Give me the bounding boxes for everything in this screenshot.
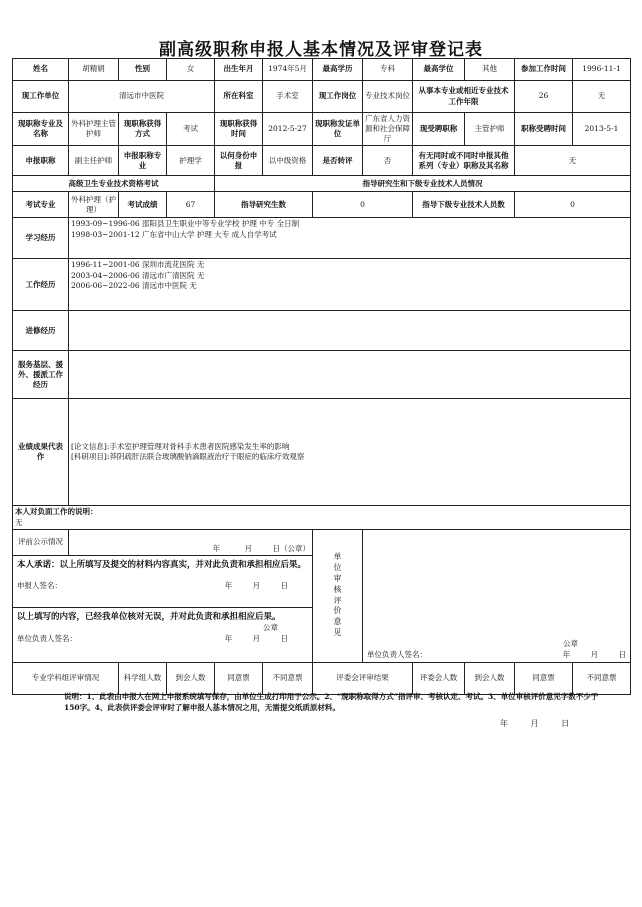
identity-value: 以中级资格 [263, 146, 313, 176]
unit-verify-content [13, 607, 313, 662]
way-label: 现职称获得方式 [119, 113, 167, 146]
time-value: 2012-5-27 [263, 113, 313, 146]
grassroots-content [69, 351, 631, 399]
unit-verify-year: 年 [224, 633, 233, 643]
apply-major-value: 护理学 [167, 146, 215, 176]
unit-opinion-content [363, 529, 631, 662]
publicity-month: 月 [244, 543, 253, 553]
unit-opinion-date [545, 650, 626, 660]
issuer-value: 广东省人力资源和社会保障厅 [363, 113, 413, 146]
hired-value: 主管护师 [465, 113, 515, 146]
apply-title-value: 副主任护师 [69, 146, 119, 176]
committee-review-label: 评委会评审结果 [313, 662, 413, 694]
promise-text: 本人承诺：以上所填写及提交的材料内容真实，并对此负责和承担相应后果。 [17, 559, 307, 570]
publicity-date [69, 529, 313, 555]
unit-row [13, 81, 631, 113]
work-line: 1996-11~2001-06 深圳市流花医院 无 [71, 260, 205, 270]
identity-label: 以何身份申报 [215, 146, 263, 176]
unit-verify-sign-label: 单位负责人签名： [17, 633, 77, 643]
further-label: 进修经历 [13, 311, 69, 351]
unit-opinion-year: 年 [562, 649, 571, 659]
years-value: 26 [515, 81, 573, 113]
further-row [13, 311, 631, 351]
unit-verify-month: 月 [252, 633, 261, 643]
publicity-day: 日（公章） [272, 543, 310, 553]
unit-opinion-signature [367, 650, 626, 660]
guidance-section-title: 指导研究生和下级专业技术人员情况 [215, 176, 631, 192]
publicity-row [13, 529, 631, 555]
hired-time-label: 职称受聘时间 [515, 113, 573, 146]
unit-value: 清远市中医院 [69, 81, 215, 113]
issuer-label: 现职称发证单位 [313, 113, 363, 146]
apply-major-label: 申报职称专业 [119, 146, 167, 176]
unit-label: 现工作单位 [13, 81, 69, 113]
promise-content [13, 555, 313, 607]
committee-review-col: 到会人数 [465, 662, 515, 694]
promise-sign-label: 申报人签名： [17, 581, 62, 591]
pro-review-col: 到会人数 [167, 662, 215, 694]
unit-verify-signature [17, 634, 308, 644]
promise-signature [17, 581, 308, 591]
unit-opinion-sign-label: 单位负责人签名： [367, 649, 427, 659]
title-label: 现职称专业及名称 [13, 113, 69, 146]
exam-score-value: 67 [167, 192, 215, 218]
work-start-label: 参加工作时间 [515, 59, 573, 81]
work-line: 2006-06~2022-06 清远市中医院 无 [71, 280, 197, 290]
publicity-year: 年 [212, 543, 221, 553]
pro-review-col: 科学组人数 [119, 662, 167, 694]
negative-row [13, 506, 631, 529]
degree-value: 其他 [465, 59, 515, 81]
footer-date [500, 718, 569, 729]
study-label: 学习经历 [13, 218, 69, 259]
unit-opinion-day: 日 [618, 649, 626, 659]
pro-review-col: 不同意票 [263, 662, 313, 694]
committee-review-col: 评委会人数 [413, 662, 465, 694]
gender-value: 女 [167, 59, 215, 81]
negative-label: 本人对负面工作的说明： [15, 507, 98, 517]
post-label: 现工作岗位 [313, 81, 363, 113]
unit-opinion-label: 单位审核评价意见 [333, 552, 342, 638]
work-start-value: 1996-11-1 [573, 59, 631, 81]
unit-opinion-seal: 公章 [563, 639, 578, 649]
promise-month: 月 [252, 581, 261, 591]
achievements-row [13, 399, 631, 506]
committee-review-col: 不同意票 [573, 662, 631, 694]
title-value: 外科护理主管护师 [69, 113, 119, 146]
promise-year: 年 [224, 581, 233, 591]
birth-label: 出生年月 [215, 59, 263, 81]
unit-verify-text: 以上填写的内容，已经我单位核对无误，并对此负责和承担相应后果。 [17, 611, 281, 622]
grassroots-row [13, 351, 631, 399]
education-label: 最高学历 [313, 59, 363, 81]
footer-day: 日 [561, 719, 570, 728]
work-row [13, 259, 631, 311]
post-value: 专业技术岗位 [363, 81, 413, 113]
dept-label: 所在科室 [215, 81, 263, 113]
achievement-line: [论文信息]:手术室护理管理对骨科手术患者医院感染发生率的影响 [71, 442, 290, 452]
time-label: 现职称获得时间 [215, 113, 263, 146]
footer-year: 年 [500, 719, 508, 728]
negative-value: 无 [15, 517, 23, 527]
negative-content [13, 506, 631, 529]
basic-info-row [13, 59, 631, 81]
achievements-content [69, 399, 631, 506]
section-title-row [13, 176, 631, 192]
unit-verify-date [207, 634, 308, 644]
exam-major-label: 考试专业 [13, 192, 69, 218]
grad-value: 0 [313, 192, 413, 218]
committee-review-col: 同意票 [515, 662, 573, 694]
admin-cell [573, 81, 631, 113]
degree-label: 最高学位 [413, 59, 465, 81]
other-series-label: 有无同时或不同时申报其他系列（专业）职称及其名称 [413, 146, 515, 176]
apply-row [13, 146, 631, 176]
review-row [13, 662, 631, 694]
exam-row [13, 192, 631, 218]
hired-time-value: 2013-5-1 [573, 113, 631, 146]
years-label: 从事本专业或相近专业技术工作年限 [413, 81, 515, 113]
junior-label: 指导下级专业技术人员数 [413, 192, 515, 218]
work-line: 2003-04~2006-06 清远市广清医院 无 [71, 270, 205, 280]
form-note: 说明：1、此表由申报人在网上申报系统填写保存，由单位生成打印用于公示。2、“现职称取得方式”指评审、考核认定、考试。3、单位审核评价意见字数不少于150字。4、此表供评委会评审时了解申报人基本情况之用，无需提交纸质原材料。 [64, 692, 599, 713]
name-label: 姓名 [13, 59, 69, 81]
grad-label: 指导研究生数 [215, 192, 313, 218]
hired-label: 现受聘职称 [413, 113, 465, 146]
name-value: 胡精娟 [69, 59, 119, 81]
pro-review-col: 同意票 [215, 662, 263, 694]
unit-verify-seal: 公章 [263, 623, 278, 633]
dept-value: 手术室 [263, 81, 313, 113]
study-line: 1993-09~1996-06 邵阳县卫生职业中等专业学校 护理 中专 全日制 [71, 219, 300, 229]
unit-opinion-month: 月 [590, 649, 599, 659]
transfer-value: 否 [363, 146, 413, 176]
pro-review-label: 专业学科组评审情况 [13, 662, 119, 694]
admin-value: 无 [597, 91, 606, 101]
unit-verify-day: 日 [280, 633, 288, 643]
gender-label: 性别 [119, 59, 167, 81]
registration-form [12, 58, 631, 695]
promise-date [207, 581, 308, 591]
publicity-label: 评前公示情况 [13, 529, 69, 555]
grassroots-label: 服务基层、援外、援派工作经历 [13, 351, 69, 399]
footer-month: 月 [530, 719, 539, 728]
exam-section-title: 高级卫生专业技术资格考试 [13, 176, 215, 192]
study-row [13, 218, 631, 259]
work-label: 工作经历 [13, 259, 69, 311]
promise-day: 日 [280, 581, 288, 591]
form-title: 副高级职称申报人基本情况及评审登记表 [159, 40, 483, 60]
work-content [69, 259, 631, 311]
study-line: 1998-03~2001-12 广东省中山大学 护理 大专 成人自学考试 [71, 229, 277, 239]
birth-value: 1974年5月 [263, 59, 313, 81]
unit-opinion-label-cell [313, 529, 363, 662]
education-value: 专科 [363, 59, 413, 81]
study-content [69, 218, 631, 259]
achievement-line: [科研项目]:莽阴疏肝法联合玻璃酸钠滴眼液治疗干眼症的临床疗效观察 [71, 452, 305, 462]
other-series-value: 无 [515, 146, 631, 176]
achievements-label: 业绩成果代表作 [13, 399, 69, 506]
transfer-label: 是否转评 [313, 146, 363, 176]
apply-title-label: 申报职称 [13, 146, 69, 176]
junior-value: 0 [515, 192, 631, 218]
further-content [69, 311, 631, 351]
exam-score-label: 考试成绩 [119, 192, 167, 218]
title-row [13, 113, 631, 146]
exam-major-value: 外科护理（护理） [69, 192, 119, 218]
way-value: 考试 [167, 113, 215, 146]
